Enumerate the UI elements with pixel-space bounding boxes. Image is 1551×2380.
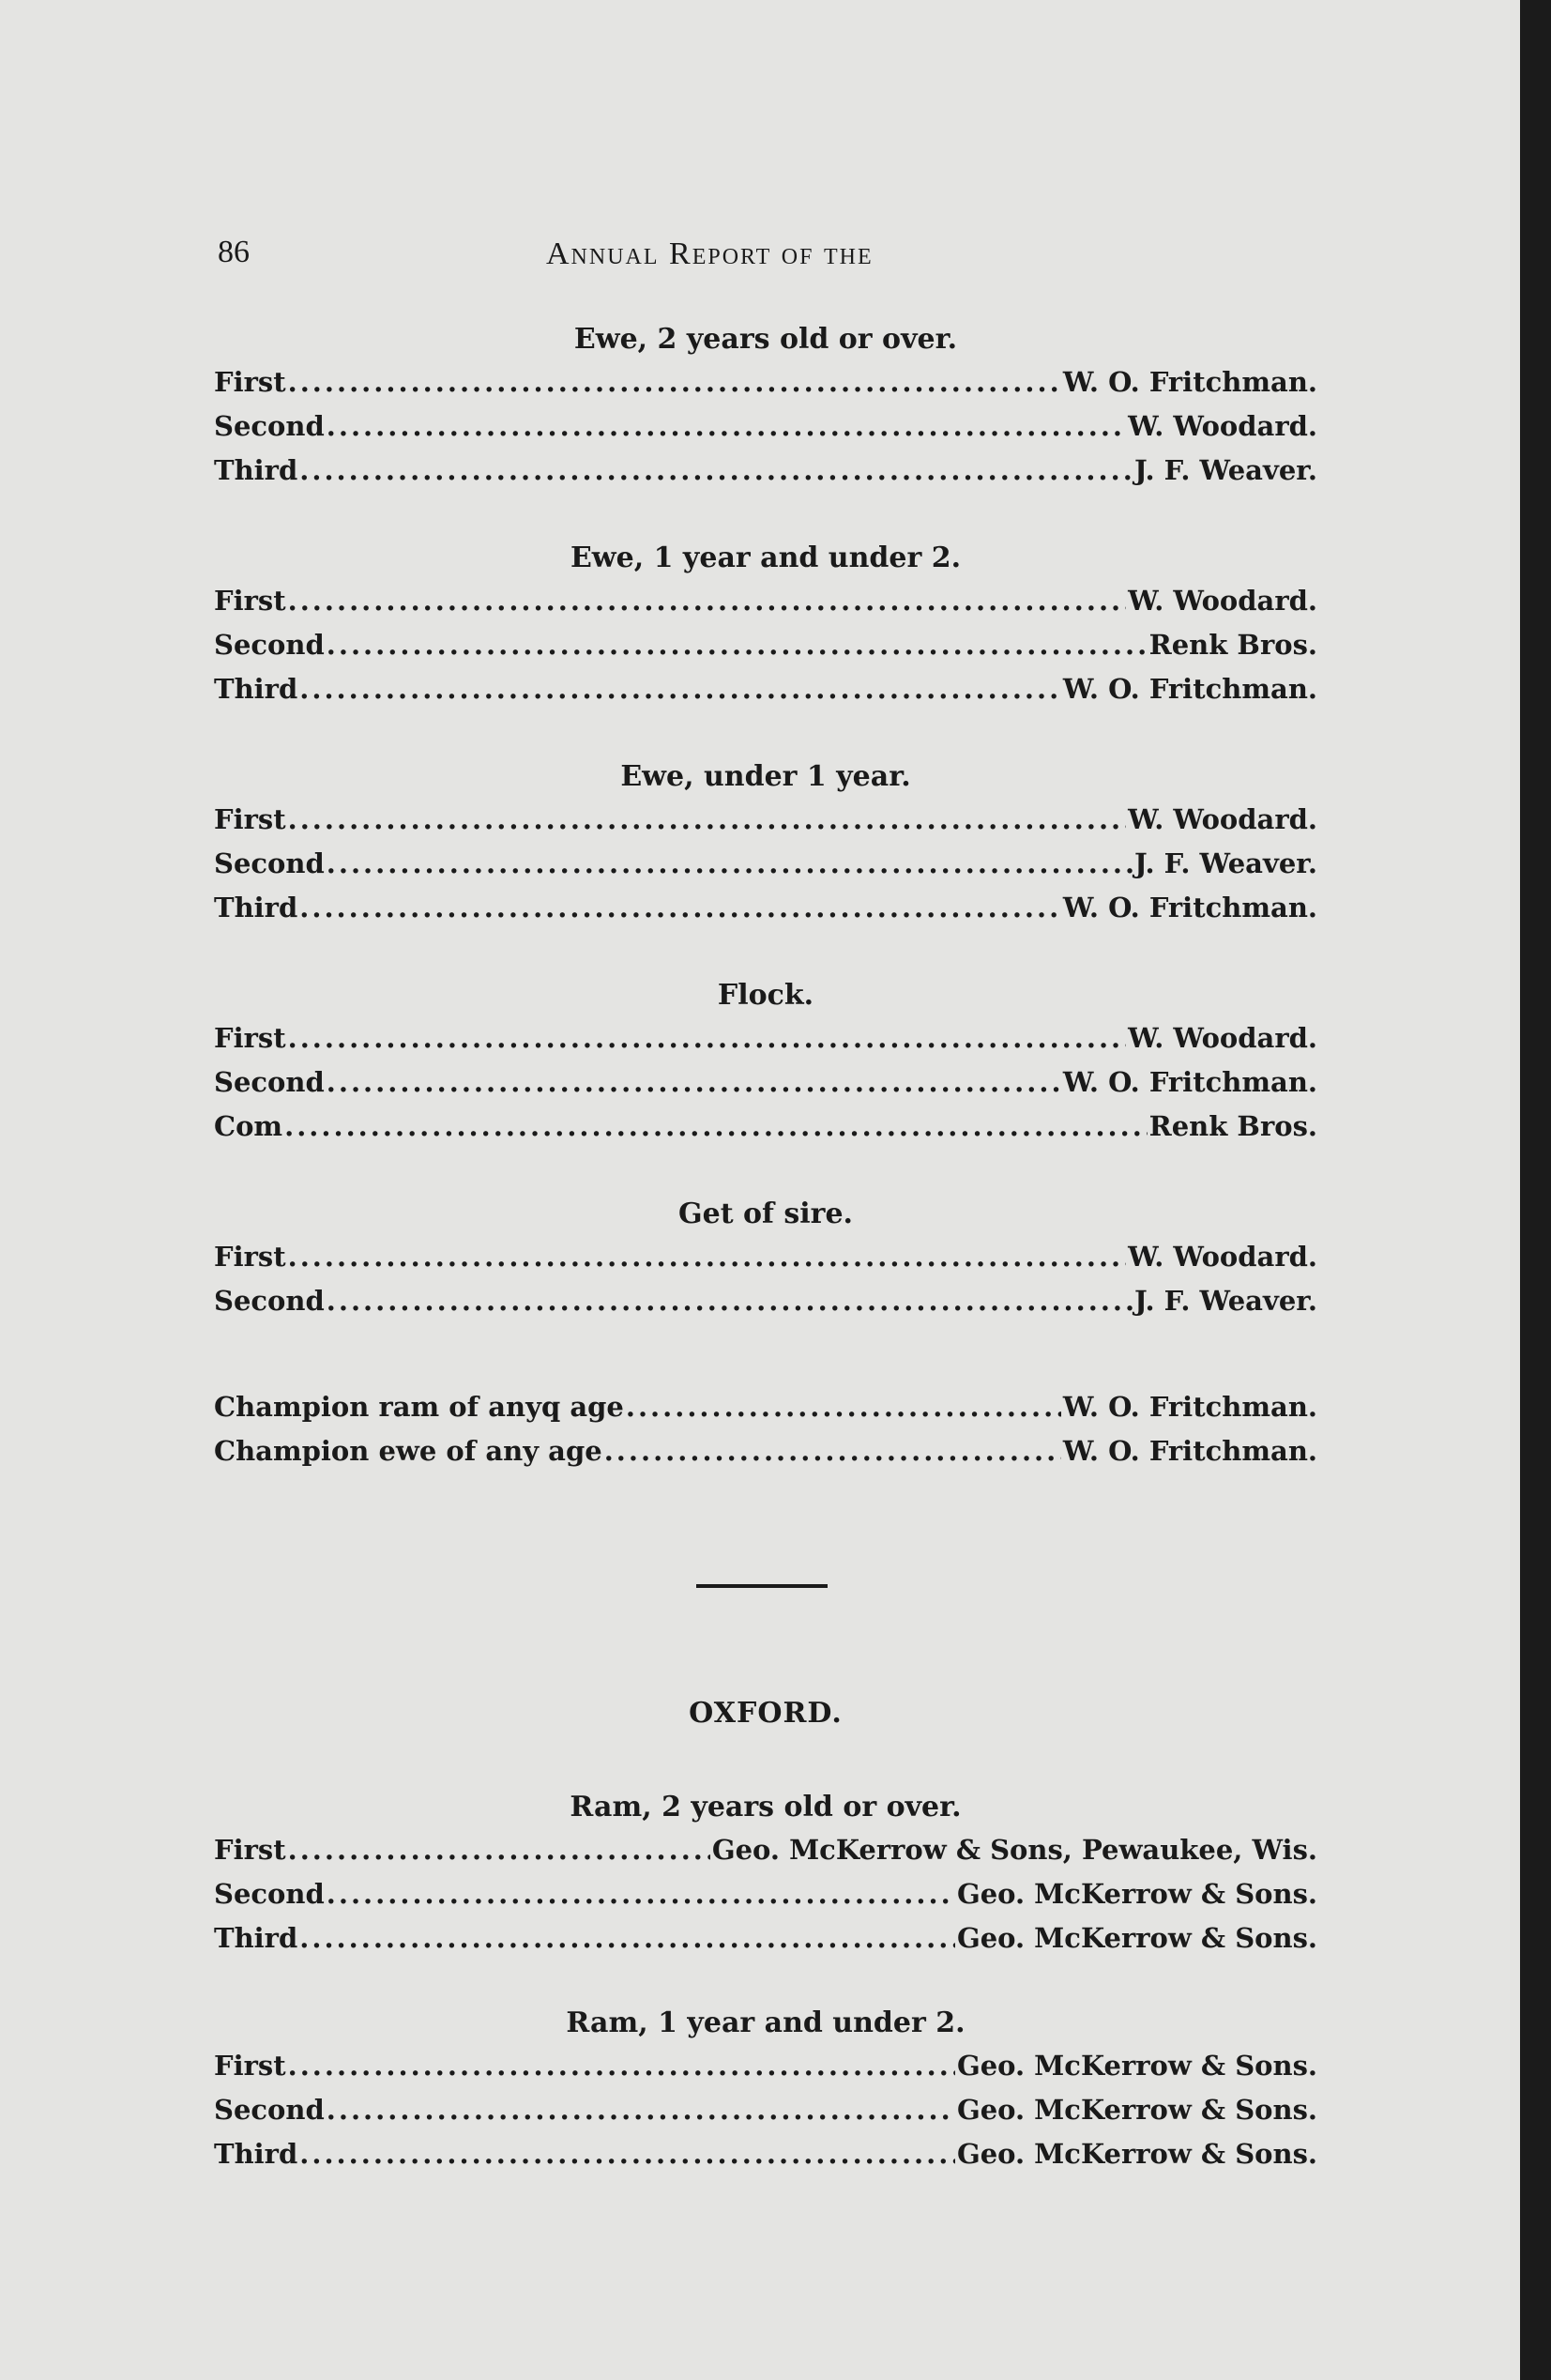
place-label: First	[214, 585, 286, 617]
winner-name: W. Woodard.	[1128, 585, 1317, 617]
award-section	[214, 2003, 1317, 2176]
award-row	[214, 886, 1317, 930]
award-row	[214, 2044, 1317, 2088]
dot-leader	[288, 2044, 955, 2088]
winner-name: J. F. Weaver.	[1134, 847, 1317, 879]
dot-leader	[299, 449, 1133, 493]
place-label: First	[214, 2050, 286, 2082]
place-label: Second	[214, 1285, 325, 1317]
dot-leader	[299, 667, 1061, 711]
place-label: Second	[214, 410, 325, 442]
place-label: Second	[214, 2094, 325, 2126]
winner-name: Geo. McKerrow & Sons, Pewaukee, Wis.	[711, 1834, 1317, 1866]
place-label: Second	[214, 1878, 325, 1910]
dot-leader	[327, 404, 1126, 449]
winner-name: Renk Bros.	[1148, 1110, 1317, 1142]
place-label: Com	[214, 1110, 283, 1142]
place-label: Second	[214, 629, 325, 661]
place-label: Champion ewe of any age	[214, 1435, 602, 1467]
place-label: First	[214, 366, 286, 398]
award-row	[214, 1385, 1317, 1429]
winner-name: W. O. Fritchman.	[1062, 1435, 1317, 1467]
dot-leader	[288, 1828, 710, 1872]
winner-name: Geo. McKerrow & Sons.	[956, 2138, 1317, 2170]
winner-name: W. Woodard.	[1128, 803, 1317, 835]
breed-heading: OXFORD.	[689, 1697, 843, 1730]
winner-name: W. Woodard.	[1128, 410, 1317, 442]
winner-name: W. O. Fritchman.	[1062, 673, 1317, 705]
section-title: Get of sire.	[678, 1198, 853, 1230]
award-row	[214, 623, 1317, 667]
award-row	[214, 1105, 1317, 1149]
winner-name: Geo. McKerrow & Sons.	[956, 2094, 1317, 2126]
award-row	[214, 2088, 1317, 2132]
section-title: Ram, 1 year and under 2.	[566, 2006, 966, 2039]
running-head: Annual Report of the	[546, 236, 874, 271]
winner-name: Geo. McKerrow & Sons.	[956, 1922, 1317, 1954]
dot-leader	[626, 1385, 1061, 1429]
place-label: Second	[214, 1066, 325, 1098]
dot-leader	[288, 579, 1127, 623]
award-row	[214, 798, 1317, 842]
winner-name: W. Woodard.	[1128, 1241, 1317, 1273]
dot-leader	[327, 2088, 955, 2132]
award-row	[214, 579, 1317, 623]
winner-name: W. O. Fritchman.	[1062, 1066, 1317, 1098]
place-label: Third	[214, 2138, 298, 2170]
award-row	[214, 404, 1317, 449]
champion-section	[214, 1385, 1317, 1473]
dot-leader	[327, 1060, 1061, 1105]
award-row	[214, 449, 1317, 493]
dot-leader	[299, 2132, 955, 2176]
winner-name: Renk Bros.	[1148, 629, 1317, 661]
award-row	[214, 1060, 1317, 1105]
award-row	[214, 360, 1317, 404]
dot-leader	[604, 1429, 1061, 1473]
award-section	[214, 538, 1317, 711]
award-row	[214, 842, 1317, 886]
section-title: Ewe, 2 years old or over.	[573, 323, 958, 356]
place-label: First	[214, 803, 286, 835]
winner-name: W. O. Fritchman.	[1062, 892, 1317, 923]
place-label: Third	[214, 1922, 298, 1954]
scan-edge	[1520, 0, 1551, 2380]
winner-name: W. Woodard.	[1128, 1022, 1317, 1054]
place-label: First	[214, 1022, 286, 1054]
award-row	[214, 667, 1317, 711]
dot-leader	[288, 798, 1127, 842]
award-row	[214, 1279, 1317, 1323]
winner-name: Geo. McKerrow & Sons.	[956, 1878, 1317, 1910]
dot-leader	[288, 360, 1061, 404]
dot-leader	[284, 1105, 1148, 1149]
section-title: Ewe, 1 year and under 2.	[570, 542, 962, 574]
award-section	[214, 1194, 1317, 1323]
dot-leader	[327, 842, 1133, 886]
award-row	[214, 1235, 1317, 1279]
dot-leader	[288, 1235, 1127, 1279]
award-row	[214, 1916, 1317, 1960]
page-number: 86	[218, 235, 250, 269]
dot-leader	[327, 1279, 1133, 1323]
award-row	[214, 1429, 1317, 1473]
dot-leader	[299, 1916, 955, 1960]
place-label: First	[214, 1834, 286, 1866]
award-section	[214, 319, 1317, 493]
place-label: First	[214, 1241, 286, 1273]
winner-name: Geo. McKerrow & Sons.	[956, 2050, 1317, 2082]
award-row	[214, 2132, 1317, 2176]
place-label: Third	[214, 673, 298, 705]
section-title: Ram, 2 years old or over.	[570, 1791, 962, 1823]
place-label: Third	[214, 454, 298, 486]
place-label: Third	[214, 892, 298, 923]
winner-name: W. O. Fritchman.	[1062, 366, 1317, 398]
winner-name: J. F. Weaver.	[1134, 454, 1317, 486]
award-row	[214, 1828, 1317, 1872]
dot-leader	[299, 886, 1061, 930]
award-row	[214, 1872, 1317, 1916]
award-section	[214, 756, 1317, 930]
winner-name: W. O. Fritchman.	[1062, 1391, 1317, 1423]
dot-leader	[327, 1872, 955, 1916]
dot-leader	[288, 1016, 1127, 1060]
dot-leader	[327, 623, 1148, 667]
place-label: Champion ram of anyq age	[214, 1391, 624, 1423]
award-section	[214, 975, 1317, 1149]
section-title: Flock.	[717, 979, 814, 1012]
section-divider	[696, 1584, 828, 1588]
page-header	[218, 235, 1325, 291]
award-section	[214, 1787, 1317, 1960]
section-title: Ewe, under 1 year.	[620, 760, 911, 793]
place-label: Second	[214, 847, 325, 879]
award-row	[214, 1016, 1317, 1060]
winner-name: J. F. Weaver.	[1134, 1285, 1317, 1317]
